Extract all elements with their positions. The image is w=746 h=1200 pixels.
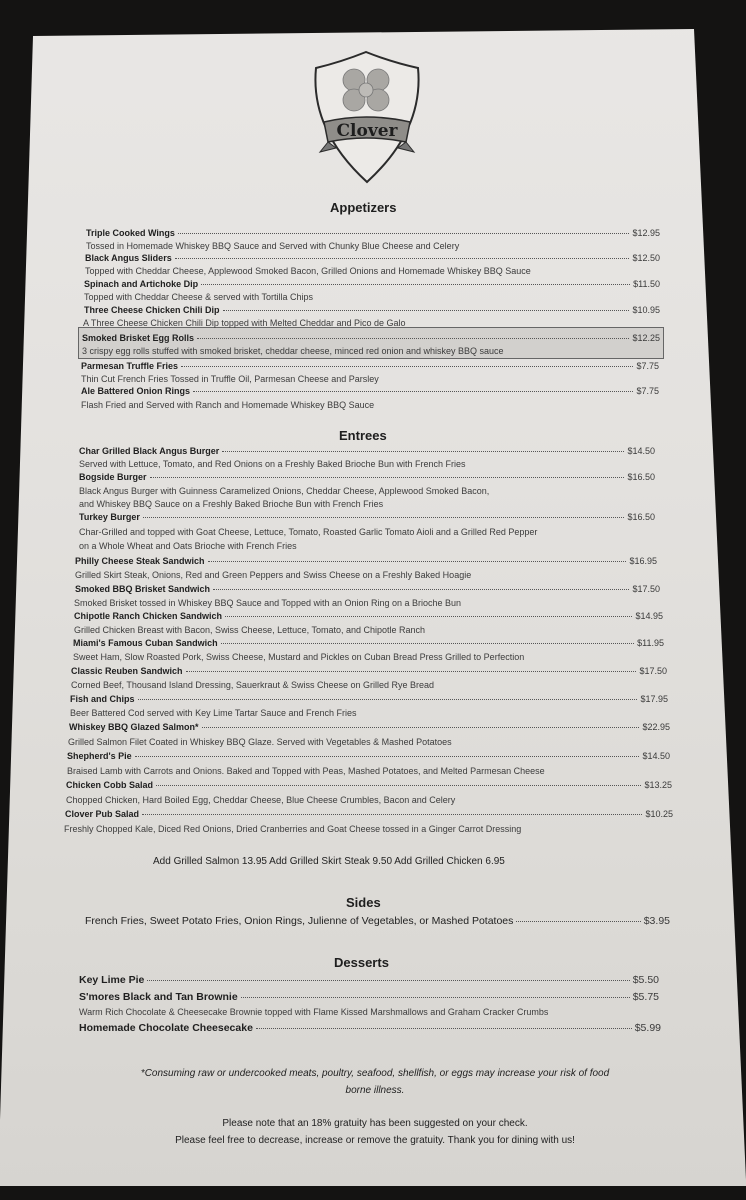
item-description: Topped with Cheddar Cheese, Applewood Smoked Bacon, Grilled Onions and Homemade Whiskey BBQ Sauce: [85, 266, 531, 276]
menu-item: [74, 611, 663, 621]
item-price: $16.50: [627, 512, 655, 522]
item-price: $10.25: [645, 809, 673, 819]
menu-item: [81, 361, 659, 371]
item-price: $10.95: [632, 305, 660, 315]
menu-item: [86, 228, 660, 238]
item-price: $17.50: [639, 666, 667, 676]
item-price: $16.95: [629, 556, 657, 566]
item-name: Shepherd's Pie: [67, 751, 132, 761]
item-name: Chipotle Ranch Chicken Sandwich: [74, 611, 223, 621]
item-name: Chicken Cobb Salad: [66, 780, 154, 790]
item-name: Ale Battered Onion Rings: [81, 386, 191, 396]
menu-item: [81, 386, 659, 396]
clover-shield-logo: [306, 50, 428, 186]
item-price: $7.75: [636, 361, 659, 371]
item-price: $14.50: [642, 751, 670, 761]
item-name: Spinach and Artichoke Dip: [84, 279, 199, 289]
gratuity-note-cont: Please feel free to decrease, increase or remove the gratuity. Thank you for dining with us!: [175, 1135, 575, 1146]
item-price: $14.50: [627, 446, 655, 456]
item-price: $16.50: [627, 472, 655, 482]
item-name: S'mores Black and Tan Brownie: [79, 991, 238, 1003]
item-name: Key Lime Pie: [79, 974, 145, 986]
item-description: Grilled Chicken Breast with Bacon, Swiss Cheese, Lettuce, Tomato, and Chipotle Ranch: [74, 625, 426, 635]
menu-item: [79, 991, 659, 1003]
item-description: Black Angus Burger with Guinness Caramelized Onions, Cheddar Cheese, Applewood Smoked Bacon,: [79, 486, 490, 496]
item-price: $14.95: [635, 611, 663, 621]
item-price: $22.95: [642, 722, 670, 732]
item-description: Corned Beef, Thousand Island Dressing, Sauerkraut & Swiss Cheese on Grilled Rye Bread: [71, 680, 435, 690]
item-price: $13.25: [644, 780, 672, 790]
menu-item: [85, 253, 660, 263]
item-description: on a Whole Wheat and Oats Brioche with French Fries: [79, 541, 297, 551]
item-description: Beer Battered Cod served with Key Lime Tartar Sauce and French Fries: [70, 708, 357, 718]
item-name: Fish and Chips: [70, 694, 135, 704]
menu-item: [70, 694, 668, 704]
desserts-title: Desserts: [334, 955, 389, 970]
menu-item: [69, 722, 670, 732]
item-description: Warm Rich Chocolate & Cheesecake Brownie topped with Flame Kissed Marshmallows and Graham Cracker Crumbs: [79, 1007, 549, 1017]
menu-item: [79, 472, 655, 482]
menu-item: [79, 974, 659, 986]
item-name: Turkey Burger: [79, 512, 140, 522]
item-description: Freshly Chopped Kale, Diced Red Onions, Dried Cranberries and Goat Cheese tossed in a Ginger Carrot Dressing: [64, 824, 522, 834]
item-name: Triple Cooked Wings: [86, 228, 175, 238]
food-safety-warning: *Consuming raw or undercooked meats, poultry, seafood, shellfish, or eggs may increase your risk of food: [140, 1068, 610, 1079]
menu-item: [75, 584, 660, 594]
menu-item: [79, 446, 655, 456]
menu-item: [66, 780, 672, 790]
item-name: Homemade Chocolate Cheesecake: [79, 1022, 253, 1034]
item-name: Char Grilled Black Angus Burger: [79, 446, 220, 456]
item-description: Chopped Chicken, Hard Boiled Egg, Cheddar Cheese, Blue Cheese Crumbles, Bacon and Celery: [66, 795, 456, 805]
menu-item: [79, 1022, 661, 1034]
item-description: Grilled Salmon Filet Coated in Whiskey BBQ Glaze. Served with Vegetables & Mashed Potatoes: [68, 737, 452, 747]
item-description: Thin Cut French Fries Tossed in Truffle Oil, Parmesan Cheese and Parsley: [81, 374, 379, 384]
item-description: Braised Lamb with Carrots and Onions. Baked and Topped with Peas, Mashed Potatoes, and Melted Parmesan Cheese: [67, 766, 545, 776]
entrees-title: Entrees: [339, 428, 387, 443]
item-description: Tossed in Homemade Whiskey BBQ Sauce and Served with Chunky Blue Cheese and Celery: [86, 241, 460, 251]
item-name: Parmesan Truffle Fries: [81, 361, 179, 371]
menu-item: [67, 751, 670, 761]
item-description: Grilled Skirt Steak, Onions, Red and Green Peppers and Swiss Cheese on a Freshly Baked Hoagie: [75, 570, 472, 580]
item-name: Smoked BBQ Brisket Sandwich: [75, 584, 211, 594]
item-price: $12.95: [632, 228, 660, 238]
item-description: Served with Lettuce, Tomato, and Red Onions on a Freshly Baked Brioche Bun with French Fries: [79, 459, 466, 469]
sides-list: French Fries, Sweet Potato Fries, Onion Rings, Julienne of Vegetables, or Mashed Potatoes: [85, 915, 514, 927]
item-name: Philly Cheese Steak Sandwich: [75, 556, 205, 566]
item-name: Black Angus Sliders: [85, 253, 172, 263]
logo-text: Clover: [336, 121, 398, 141]
menu-item-featured: [82, 333, 660, 343]
item-name: Whiskey BBQ Glazed Salmon*: [69, 722, 199, 732]
menu-item: [84, 305, 660, 315]
menu-item: [84, 279, 660, 289]
item-name: Clover Pub Salad: [65, 809, 140, 819]
appetizers-title: Appetizers: [330, 200, 397, 215]
item-description: Sweet Ham, Slow Roasted Pork, Swiss Cheese, Mustard and Pickles on Cuban Bread Press Grilled to Perfection: [73, 652, 525, 662]
item-name: Three Cheese Chicken Chili Dip: [84, 305, 220, 315]
item-price: $7.75: [636, 386, 659, 396]
item-name: Miami's Famous Cuban Sandwich: [73, 638, 218, 648]
item-name: Classic Reuben Sandwich: [71, 666, 183, 676]
item-description: Char-Grilled and topped with Goat Cheese, Lettuce, Tomato, Roasted Garlic Tomato Aioli and a Grilled Red Pepper: [79, 527, 538, 537]
item-name: Smoked Brisket Egg Rolls: [82, 333, 195, 343]
item-name: Bogside Burger: [79, 472, 147, 482]
sides-price: $3.95: [643, 915, 670, 927]
item-description: A Three Cheese Chicken Chili Dip topped with Melted Cheddar and Pico de Galo: [83, 318, 406, 328]
shield-icon: [306, 50, 428, 186]
item-price: $5.50: [632, 974, 659, 986]
entree-add-ons: Add Grilled Salmon 13.95 Add Grilled Skirt Steak 9.50 Add Grilled Chicken 6.95: [153, 856, 505, 867]
food-safety-warning-cont: borne illness.: [345, 1085, 405, 1096]
item-price: $12.25: [632, 333, 660, 343]
sides-item: [85, 915, 670, 927]
item-price: $5.75: [632, 991, 659, 1003]
gratuity-note: Please note that an 18% gratuity has been suggested on your check.: [222, 1118, 528, 1129]
menu-item: [75, 556, 657, 566]
menu-item: [71, 666, 667, 676]
menu-item: [65, 809, 673, 819]
item-price: $17.50: [632, 584, 660, 594]
item-price: $11.95: [637, 638, 664, 648]
item-description: Flash Fried and Served with Ranch and Homemade Whiskey BBQ Sauce: [81, 400, 375, 410]
item-price: $17.95: [640, 694, 668, 704]
menu-item: [73, 638, 664, 648]
item-price: $11.50: [633, 279, 660, 289]
sides-title: Sides: [346, 895, 381, 910]
item-description: and Whiskey BBQ Sauce on a Freshly Baked Brioche Bun with French Fries: [79, 499, 384, 509]
item-description: Smoked Brisket tossed in Whiskey BBQ Sauce and Topped with an Onion Ring on a Brioche Bun: [74, 598, 462, 608]
item-price: $5.99: [634, 1022, 661, 1034]
menu-item: [79, 512, 655, 522]
item-description: 3 crispy egg rolls stuffed with smoked brisket, cheddar cheese, minced red onion and whiskey BBQ sauce: [82, 346, 504, 356]
item-price: $12.50: [632, 253, 660, 263]
item-description: Topped with Cheddar Cheese & served with Tortilla Chips: [84, 292, 313, 302]
